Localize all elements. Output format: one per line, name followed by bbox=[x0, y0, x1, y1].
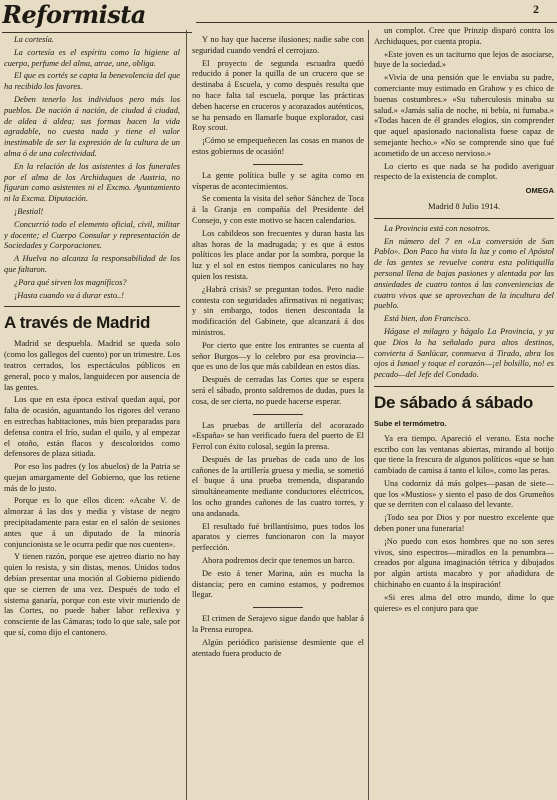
header-rule bbox=[196, 22, 557, 23]
paragraph: Y no hay que hacerse ilusiones; nadie sabe con seguridad cuando vendrá el cerrojazo. bbox=[192, 35, 364, 55]
provincia-section bbox=[374, 224, 554, 381]
paragraph: Y tienen razón, porque ese ajetreo diario no hay quien lo resista, y sin distas, menos. Unidos todos debían presentar una moción al Gobierno pidiendo que se cierren de una vez. Después de todo el sistema ganaría, porque con este vivir muriendo de las Cortes, no puede haber labor reflexiva y consciente de las Cámaras; todo lo que sale, sale por que sí, como dijo el cantonero. bbox=[4, 552, 180, 638]
paragraph: Lo cierto es que nada se ha podido averiguar respecto de la existencia de complot. bbox=[374, 161, 554, 182]
paragraph: «Si eres alma del otro mundo, dime lo que quieres» es el conjuro para que bbox=[374, 592, 554, 613]
paragraph: un complot. Cree que Prinzip disparó contra los Archiduques, por cuenta propia. bbox=[374, 26, 554, 46]
paragraph: El proyecto de segunda escuadra quedó reducido á poner la quilla de un crucero que se destinaba á Escuela, y como después resulta que no hace falta tal escuela, porque las prácticas deben hacerse en cruceros y acorazados auténticos, se ha pensado en llamarle buque explorador, casi Roy scout. bbox=[192, 58, 364, 133]
paragraph: Concurrió todo el elemento oficial, civil, militar y docente; el Cuerpo Consular y representación de Sociedades y Corporaciones. bbox=[4, 219, 180, 251]
article-headline: De sábado á sábado bbox=[374, 392, 533, 412]
paragraph: Hágase el milagro y hágalo La Provincia, y ya que Dios la ha señalado para altos destinos, convierta á Sanlúcar, conmueva á Tirado, abra los ojos á Ismael y toque el corazón—¡el bolsillo, no! es pecado—del Jefe del Condado. bbox=[374, 326, 554, 380]
paragraph: La cortesía es el espíritu como la higiene al cuerpo, perfume del alma, atrae, une, obliga. bbox=[4, 47, 180, 68]
paragraph: Se comenta la visita del señor Sánchez de Toca á la Granja en compañía del Presidente del Consejo, y con este motivo se hacen calendarios. bbox=[192, 194, 364, 225]
paragraph: Por eso los padres (y los abuelos) de la Patria se quejan amargamente del Gobierno, que los retiene más de lo justo. bbox=[4, 462, 180, 493]
paragraph: De esto á tener Marina, aún es mucha la distancia; pero en camino estamos, y podremos llegar. bbox=[192, 568, 364, 600]
column-divider bbox=[186, 30, 187, 800]
paragraph: ¡No puedo con esos hombres que no son seres vivos, sino espectros—miradlos en la penumbra—creados por alguna imaginación tétrica y dibujados por algún artista macabro y por añadidura de chichinabo en cuanto á la inspiración! bbox=[374, 536, 554, 590]
section-rule bbox=[253, 164, 303, 165]
paragraph: «Este joven es un taciturno que lejos de asociarse, huye de la sociedad.» bbox=[374, 49, 554, 70]
paragraph: ¡Cómo se empequeñecen las cosas en manos de estos gobiernos de ocasión! bbox=[192, 136, 364, 156]
column-3 bbox=[374, 26, 554, 800]
paragraph: En número del 7 en «La conversión de San Pablo». Don Paco ha visto la luz y como el Apóstol de las gentes se revuelve contra esta politiquilla personal llena de bajas pasiones y alentada por las ansiedades de cuatro tontos á las conveniencias de cuatro vivos que se aprovechan de la incultura del pueblo. bbox=[374, 236, 554, 311]
column-2 bbox=[192, 35, 364, 800]
paragraph: A Huelva no alcanza la responsabilidad de los que faltaron. bbox=[4, 254, 180, 274]
section-rule bbox=[374, 386, 554, 387]
paragraph: Ahora podremos decir que tenemos un barco. bbox=[202, 556, 355, 566]
paragraph: Después de las pruebas de cada uno de los cañones de la artillería gruesa y media, se sometió el buque á una prueba tremenda, disparando simultáneamente mediante conductores eléctricos, los ocho grandes cañones de las cuatro torres, y una andanada. bbox=[192, 454, 364, 518]
masthead-logo: Reformista bbox=[2, 0, 192, 33]
paragraph: Los cabildeos son frecuentes y duran hasta las altas horas de la madrugada; y es que á estos políticos les place andar por la sombra, porque la luz y el sol en estos tiempos caniculares no hay quien los resista. bbox=[192, 228, 364, 281]
paragraph: El que es cortés se capta la benevolencia del que ha recibido los favores. bbox=[4, 71, 180, 92]
section-rule bbox=[4, 306, 180, 307]
paragraph: La cortesía. bbox=[14, 35, 55, 44]
paragraph: En la relación de los asistentes á los funerales por el alma de los Archiduques de Austria, no figuran como asistentes ni el Excmo. Ayuntamiento ni la Excma. Diputación. bbox=[4, 161, 180, 204]
paragraph: Las pruebas de artillería del acorazado «España» se han verificado fuera del puerto de El Ferrol con éxito colosal, según la prensa. bbox=[192, 420, 364, 452]
paragraph: ¡Hasta cuando va á durar esto..! bbox=[14, 290, 125, 300]
paragraph: El resultado fué brillantísimo, pues todos los aparatos y cierres funcionaron con la mayor perfección. bbox=[192, 521, 364, 553]
paragraph: Está bien, don Francisco. bbox=[384, 314, 471, 324]
page-number: 2 bbox=[533, 2, 539, 16]
section-rule bbox=[253, 607, 303, 608]
paragraph: Los que en esta época estival quedan aquí, por falta de ocasión, aguantando los rigores del verano en estrechas habitaciones, más bien preparadas para defensa contra el frío, sudan el quilo, y al empezar el otoño, están flacos y descoloridos como defensores de plaza sitiada. bbox=[4, 395, 180, 459]
paragraph: «Vivía de una pensión que le enviaba su padre, comerciante muy estimado en Grahow y es chico de buenas costumbres.» «Su tuberculosis minaba su salud.» «Jamás salía de noche, ni bebía, ni fumaba.» «Todas hacen de él grandes elogios, sin comprender que aquel apasionado nacionalista fuese capaz de semejante hecho.» «No se comprende sino que fué acometido de un acceso nervioso.» bbox=[374, 73, 554, 158]
column-divider bbox=[368, 30, 369, 800]
paragraph: ¡Bestial! bbox=[14, 206, 44, 216]
dateline: Madrid 8 Julio 1914. bbox=[427, 200, 501, 211]
section-rule bbox=[253, 414, 303, 415]
column-1 bbox=[4, 35, 180, 800]
cortesia-section bbox=[4, 35, 180, 301]
author-signature: OMEGA bbox=[525, 186, 554, 196]
article-headline: A través de Madrid bbox=[4, 313, 151, 333]
paragraph: ¡Todo sea por Dios y por nuestro excelente que deben poner una funeraria! bbox=[374, 513, 554, 534]
paragraph: Deben tenerlo los individuos pero más los pueblos. De nación á nación, de ciudad á ciudad, de aldea á aldea; sus formas hacen la vida agradable, no cuesta nada y tiene el valor inestimable de ser la expresión de la cultura de un alma ó de una colectividad. bbox=[4, 94, 180, 158]
paragraph: Madrid se despuebla. Madrid se queda solo (como los gallegos del cuento) por un trimestre. Los teatros cerrados, los espectáculos públicos en general, poco y malos, languidecen por ausencia de las gentes. bbox=[4, 339, 180, 392]
paragraph: ¿Para qué sirven los magníficos? bbox=[14, 277, 127, 287]
paragraph: El crimen de Serajevo sigue dando que hablar á la Prensa europea. bbox=[192, 614, 364, 635]
paragraph: Por cierto que entre los entrantes se cuenta al señor Burgos—y lo celebro por esa provincia—que es uno de los que más cabildean en estos días. bbox=[192, 340, 364, 372]
article-subhead: Sube el termómetro. bbox=[374, 418, 447, 428]
paragraph: ¿Habrá crisis? se preguntan todos. Pero nadie contesta con seguridades afirmativas ni negativas; y sin embargo, todos tienen descontada la modificación del Gabinete, que alcanzará á dos ministros. bbox=[192, 284, 364, 337]
paragraph: La gente política bulle y se agita como en vísperas de acontecimientos. bbox=[192, 170, 364, 191]
paragraph: Después de cerradas las Cortes que se espera será el sábado, pronto saldremos de dudas, pues la cosa, de ser cierta, no puede hacerse esperar. bbox=[192, 375, 364, 406]
paragraph: Ya era tiempo. Apareció el verano. Esta noche escribo con las ventanas abiertas, mirando al botijo que tiene la frescura de algunos políticos «que se han cambiado de camisa á tanto el kilo», como las peras. bbox=[374, 433, 554, 476]
section-rule bbox=[374, 218, 554, 219]
paragraph: La Provincia está con nosotros. bbox=[384, 223, 491, 233]
paragraph: Una codorniz dá más golpes—pasan de siete—que los «Mustios» y siento el paso de dos Grumeños que se derriten con el calaaso del levante. bbox=[374, 478, 554, 510]
paragraph: Porque es lo que ellos dicen: «Acabe V. de almorzar á las dos y media y vístase de negro precipitadamente para estar en el salón de sesiones antes que á un diputado de la minoría conjuncionista se le ocurra pedir que nos cuenten». bbox=[4, 496, 180, 549]
paragraph: Algún periódico parisiense desmiente que el atentado fuera producto de bbox=[192, 637, 364, 658]
